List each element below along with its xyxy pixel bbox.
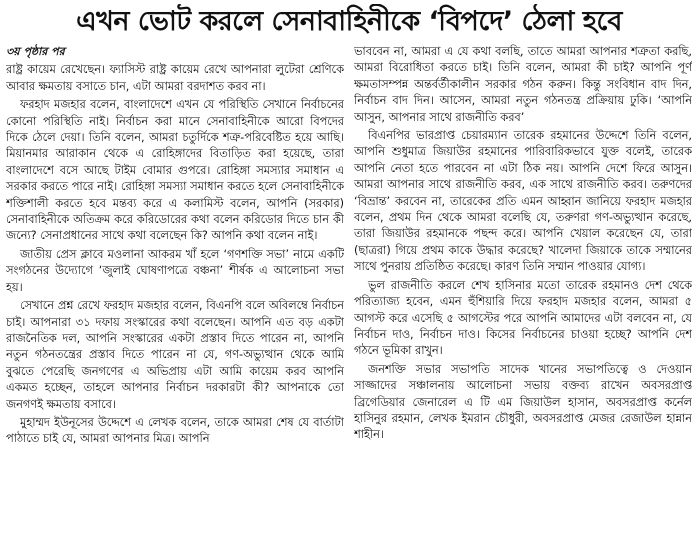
column-right <box>354 44 692 549</box>
article-body <box>6 44 692 549</box>
paragraph: জনশক্তি সভার সভাপতি সাদেক খানের সভাপতিত্বে ও দেওয়ান সাজ্জাদের সঞ্চালনায় আলোচনা সভায় বক্তব্য রাখেন অবসরপ্রাপ্ত ব্রিগেডিয়ার জেনারেল এ টি এম জিয়াউল হাসান, অবসরপ্রাপ্ত কর্নেল হাসিনুর রহমান, লেখক ইমরান চৌধুরী, অবসরপ্রাপ্ত মেজর রেজাউল হান্নান শাহীন। <box>354 362 692 442</box>
headline: এখন ভোট করলে সেনাবাহিনীকে ‘বিপদে’ ঠেলা হবে <box>76 6 622 37</box>
paragraph: ভুল রাজনীতি করলে শেখ হাসিনার মতো তারেক রহমানও দেশ থেকে পরিত্যাজ্য হবেন, এমন হুঁশিয়ারি দিয়ে ফরহাদ মজহার বলেন, আমরা ৫ আগস্ট করে এসেছি ৫ আগস্টের পরে আপনি আমাদের এটা বলবেন না, যে নির্বাচন দাও, নির্বাচন দাও। কিসের নির্বাচনের চাওয়া হচ্ছে? আপনি দেশ গঠনে ভূমিকা রাখুন। <box>354 278 692 358</box>
paragraph: রাষ্ট্র কায়েম রেখেছেন। ফ্যাসিস্ট রাষ্ট্র কায়েম রেখে আপনারা লুটেরা শ্রেণিকে আবার ক্ষমতায় বসাতে চান, এটা আমরা বরদাশত করব না। <box>6 63 344 93</box>
paragraph: জাতীয় প্রেস ক্লাবে মওলানা আকরম খাঁ হলে ‘গণশক্তি সভা’ নামে একটি সংগঠনের উদ্যোগে ‘জুলাই ঘোষণাপত্রে বঞ্চনা’ শীর্ষক এ আলোচনা সভা হয়। <box>6 247 344 294</box>
paragraph: মুহাম্মদ ইউনূসের উদ্দেশে এ লেখক বলেন, তাকে আমরা শেষ যে বার্তাটা পাঠাতে চাই যে, আমরা আপনার মিত্র। আপনি <box>6 415 344 446</box>
column-left <box>6 44 344 549</box>
paragraph: সেখানে প্রশ্ন রেখে ফরহাদ মজহার বলেন, বিএনপি বলে অবিলম্বে নির্বাচন চাই। আপনারা ৩১ দফায় সংস্কারের কথা বলেছেন। আপনি এত বড় একটা রাজনৈতিক দল, আপনি সংস্কারের একটা প্রস্তাব দিতে পারেন না, আপনি নতুন গঠনতন্ত্রের প্রস্তাব দিতে পারেন না যে, গণ-অভ্যুত্থান থেকে আমি বুঝতে পেরেছি জনগণের এ অভিপ্রায় এটা আমি কায়েম করব আপনি একমত হচ্ছেন, তাহলে আপনার নির্বাচন দরকারটা কী? আপনাকে তো জনগণই ক্ষমতায় বসাবে। <box>6 299 344 411</box>
paragraph: ভাববেন না, আমরা এ যে কথা বলছি, তাতে আমরা আপনার শত্রুতা করছি, আমরা বিরোধিতা করতে চাই। তিনি বলেন, আমরা কী চাই? আপনি পূর্ণ ক্ষমতাসম্পন্ন অন্তর্বর্তীকালীন সরকার গঠন করুন। কিন্তু সংবিধান বাদ দিন, নির্বাচন বাদ দিন। আসেন, আমরা নতুন গঠনতন্ত্র প্রক্রিয়ায় ঢুকি। ‘আপনি আসুন, আপনার সাথে রাজনীতি করব’ <box>354 45 692 124</box>
paragraph: ফরহাদ মজহার বলেন, বাংলাদেশে এখন যে পরিস্থিতি সেখানে নির্বাচনের কোনো পরিস্থিতি নাই। নির্বাচন করা মানে সেনাবাহিনীকে আরো বিপদের দিকে ঠেলে দেয়া। তিনি বলেন, আমরা চতুর্দিকে শত্রু-পরিবেষ্টিত হয়ে আছি। মিয়ানমার আরাকান থেকে এ রোহিঙ্গাদের বিতাড়িত করা হয়েছে, তারা বাংলাদেশে বসে আছে টাইম বোমার গুপরে। রোহিঙ্গা সমস্যার সমাধান এ সরকার করতে পারে নাই। রোহিঙ্গা সমস্যা সমাধান করতে হলে সেনাবাহিনীকে শক্তিশালী করতে হবে মন্তব্য করে এ কলামিস্ট বলেন, আপনি (সরকার) সেনাবাহিনীকে অতিক্রম করে করিডোরের কথা বলেন করিডোর দিতে চান কী জন্যে? সেনাপ্রধানের সাথে কথা বলেছেন কি? আপনি কথা বলেন নাই। <box>6 98 344 243</box>
continued-from-label: ৩য় পৃষ্ঠার পর <box>6 45 65 58</box>
paragraph: বিএনপির ভারপ্রাপ্ত চেয়ারম্যান তারেক রহমানের উদ্দেশে তিনি বলেন, আপনি শুধুমাত্র জিয়াউর রহমানের পারিবারিকভাবে যুক্ত বলেই, তারেক আপনি নেতা হতে পারবেন না এটা ঠিক নয়। আপনি দেশে ফিরে আসুন। আমরা আপনার সাথে রাজনীতি করব, এক সাথে রাজনীতি করব। তরুণদের ‘বিভ্রান্ত’ করবেন না, তারেকের প্রতি এমন আহ্বান জানিয়ে ফরহাদ মজহার বলেন, প্রথম দিন থেকে আমরা বলেছি যে, তরুণরা গণ-অভ্যুত্থান করেছে, তারা জিয়াউর রহমানকে পছন্দ করে। আপনি খেয়াল করেছেন যে, তারা (ছাত্ররা) গিয়ে প্রথম কাকে উদ্ধার করেছে? খালেদা জিয়াকে তাকে সম্মানের সাথে পুনরায় প্রতিষ্ঠিত করেছে। কারণ তিনি সম্মান পাওয়ার যোগ্য। <box>354 129 692 274</box>
